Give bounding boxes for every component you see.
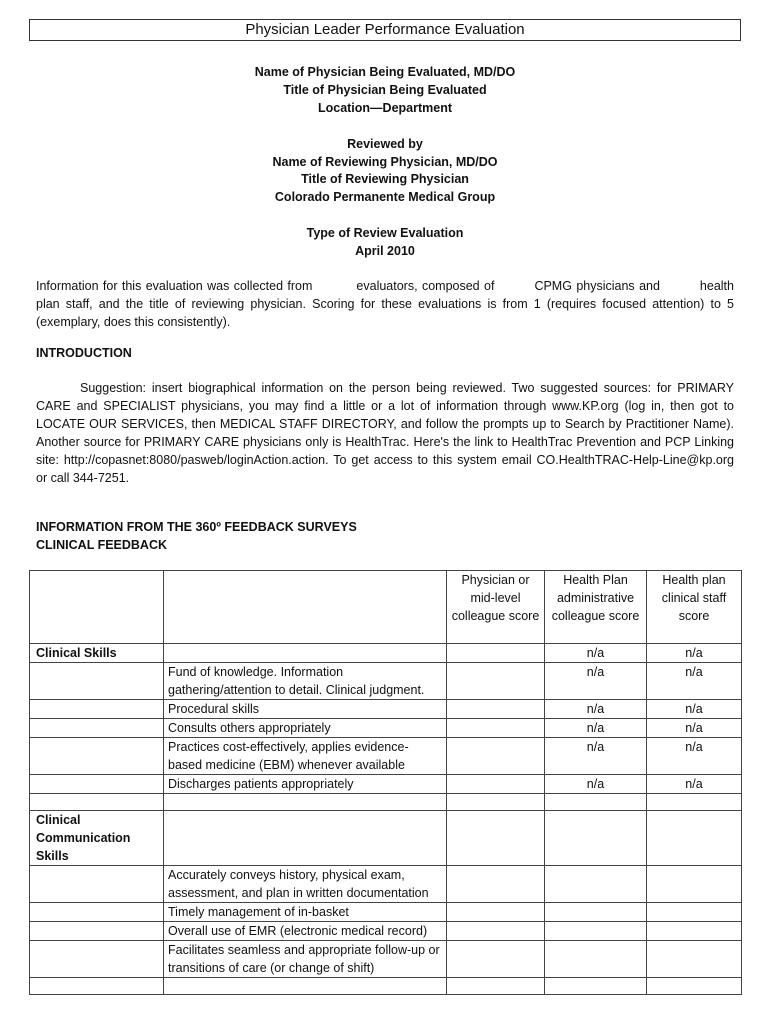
score-cell xyxy=(447,700,545,719)
item-cell: Practices cost-effectively, applies evidence-based medicine (EBM) whenever available xyxy=(164,738,447,775)
item-cell: Procedural skills xyxy=(164,700,447,719)
evaluation-info-paragraph xyxy=(36,277,734,331)
table-row xyxy=(30,644,742,663)
score-cell xyxy=(545,922,647,941)
section-cell xyxy=(30,738,164,775)
score-cell: n/a xyxy=(545,775,647,794)
evaluated-physician-title: Title of Physician Being Evaluated xyxy=(283,83,487,97)
table-row xyxy=(30,719,742,738)
score-cell xyxy=(545,794,647,811)
reviewer-title: Title of Reviewing Physician xyxy=(301,172,469,186)
score-cell: n/a xyxy=(647,663,742,700)
table-row xyxy=(30,738,742,775)
section-cell xyxy=(30,903,164,922)
info-part-3: CPMG physicians and xyxy=(534,279,660,293)
review-date: April 2010 xyxy=(355,244,415,258)
score-cell xyxy=(447,719,545,738)
section-cell xyxy=(30,663,164,700)
score-cell xyxy=(447,794,545,811)
clinical-feedback-table xyxy=(29,570,742,995)
clinical-feedback-heading: CLINICAL FEEDBACK xyxy=(36,538,168,552)
info-part-4: health plan staff, and the title of reviewing physician. Scoring for these evaluations is from 1 (requires focused attention) to 5 (exemplary, does this consistently). xyxy=(36,279,734,329)
score-cell: n/a xyxy=(647,738,742,775)
evaluated-location: Location—Department xyxy=(317,101,453,115)
header-admin-score: Health Plan administrative colleague score xyxy=(545,571,647,644)
item-cell: Facilitates seamless and appropriate follow-up or transitions of care (or change of shift) xyxy=(164,941,447,978)
item-cell: Accurately conveys history, physical exam, assessment, and plan in written documentation xyxy=(164,866,447,903)
item-cell: Fund of knowledge. Information gathering/attention to detail. Clinical judgment. xyxy=(164,663,447,700)
section-cell xyxy=(30,719,164,738)
score-cell xyxy=(447,775,545,794)
reviewer-name: Name of Reviewing Physician, MD/DO xyxy=(272,155,498,169)
table-row xyxy=(30,941,742,978)
section-cell xyxy=(30,794,164,811)
header-empty-cell xyxy=(30,571,164,644)
table-row xyxy=(30,663,742,700)
item-cell: Overall use of EMR (electronic medical record) xyxy=(164,922,447,941)
section-cell xyxy=(30,866,164,903)
table-row xyxy=(30,794,742,811)
item-cell xyxy=(164,811,447,866)
review-type: Type of Review Evaluation xyxy=(306,226,464,240)
document-title: Physician Leader Performance Evaluation xyxy=(29,19,741,41)
score-cell: n/a xyxy=(545,738,647,775)
evaluated-physician-name: Name of Physician Being Evaluated, MD/DO xyxy=(254,65,516,79)
table-row xyxy=(30,811,742,866)
score-cell xyxy=(447,922,545,941)
table-row xyxy=(30,978,742,995)
reviewer-organization: Colorado Permanente Medical Group xyxy=(274,190,496,204)
header-physician-score: Physician or mid-level colleague score xyxy=(447,571,545,644)
score-cell xyxy=(545,941,647,978)
score-cell: n/a xyxy=(545,644,647,663)
table-row xyxy=(30,903,742,922)
score-cell xyxy=(447,903,545,922)
score-cell: n/a xyxy=(647,644,742,663)
section-cell xyxy=(30,922,164,941)
introduction-body: Suggestion: insert biographical information on the person being reviewed. Two suggested sources: for PRIMARY CARE and SPECIALIST physicians, you may find a little or a lot of information through www.KP.org (log in, then got to LOCATE OUR SERVICES, then MEDICAL STAFF DIRECTORY, and follow the prompts up to Search by Practitioner Name). Another source for PRIMARY CARE physicians only is HealthTrac. Here's the link to HealthTrac Prevention and PCP Linking site: http://copasnet:8080/pasweb/loginAction.action. To get access to this system email CO.HealthTRAC-Help-Line@kp.org or call 344-7251. xyxy=(36,381,734,485)
table-row xyxy=(30,866,742,903)
section-cell xyxy=(30,700,164,719)
header-clinical-staff-score: Health plan clinical staff score xyxy=(647,571,742,644)
item-cell: Consults others appropriately xyxy=(164,719,447,738)
score-cell xyxy=(447,978,545,995)
score-cell xyxy=(647,922,742,941)
item-cell xyxy=(164,644,447,663)
score-cell: n/a xyxy=(545,663,647,700)
score-cell xyxy=(647,866,742,903)
item-cell: Timely management of in-basket xyxy=(164,903,447,922)
item-cell: Discharges patients appropriately xyxy=(164,775,447,794)
score-cell xyxy=(447,644,545,663)
section-cell: Clinical Communication Skills xyxy=(30,811,164,866)
score-cell xyxy=(647,903,742,922)
score-cell: n/a xyxy=(545,719,647,738)
info-part-1: Information for this evaluation was collected from xyxy=(36,279,313,293)
reviewed-by-label: Reviewed by xyxy=(347,137,423,151)
score-cell xyxy=(545,978,647,995)
section-cell xyxy=(30,941,164,978)
score-cell xyxy=(545,866,647,903)
score-cell xyxy=(647,978,742,995)
score-cell: n/a xyxy=(647,719,742,738)
section-cell: Clinical Skills xyxy=(30,644,164,663)
introduction-heading: INTRODUCTION xyxy=(36,346,132,360)
section-cell xyxy=(30,775,164,794)
score-cell xyxy=(447,663,545,700)
feedback-heading: INFORMATION FROM THE 360º FEEDBACK SURVEYS xyxy=(36,520,357,534)
score-cell xyxy=(545,903,647,922)
info-part-2: evaluators, composed of xyxy=(356,279,495,293)
score-cell: n/a xyxy=(545,700,647,719)
score-cell: n/a xyxy=(647,700,742,719)
score-cell xyxy=(647,794,742,811)
score-cell xyxy=(447,811,545,866)
item-cell xyxy=(164,978,447,995)
table-row xyxy=(30,700,742,719)
item-cell xyxy=(164,794,447,811)
score-cell xyxy=(545,811,647,866)
table-row xyxy=(30,775,742,794)
table-header-row xyxy=(30,571,742,644)
section-cell xyxy=(30,978,164,995)
score-cell xyxy=(647,811,742,866)
score-cell xyxy=(447,941,545,978)
score-cell: n/a xyxy=(647,775,742,794)
header-empty-cell xyxy=(164,571,447,644)
score-cell xyxy=(647,941,742,978)
table-row xyxy=(30,922,742,941)
score-cell xyxy=(447,738,545,775)
score-cell xyxy=(447,866,545,903)
